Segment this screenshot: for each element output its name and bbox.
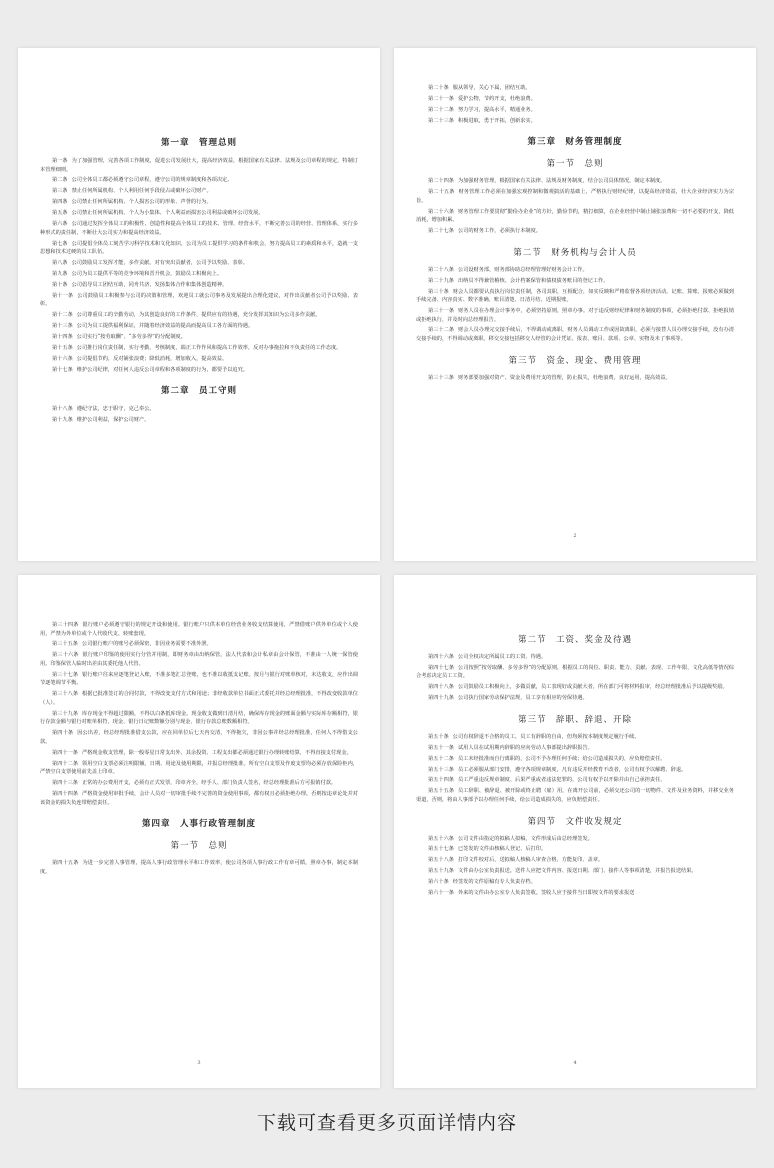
article-paragraph <box>40 157 358 174</box>
article-label: 第六条 <box>52 221 68 228</box>
article-paragraph <box>416 177 734 186</box>
article-paragraph <box>40 621 358 638</box>
page-number: 3 <box>197 1060 201 1066</box>
chapter-heading: 第二章 员工守则 <box>160 386 237 397</box>
article-paragraph <box>416 878 734 887</box>
article-paragraph <box>416 845 734 854</box>
article-label: 第十八条 <box>52 406 73 413</box>
section-heading: 第二节 工资、奖金及待遇 <box>517 635 632 645</box>
article-paragraph <box>40 209 358 218</box>
article-label: 第四十二条 <box>52 760 79 767</box>
article-text: 出纳员不得兼管稽核、会计档案保管和债权债务账目的登记工作。 <box>457 277 609 284</box>
article-text: 维护公司利益，保护公司财产。 <box>76 417 150 424</box>
document-page-1 <box>18 48 380 561</box>
article-paragraph <box>40 259 358 268</box>
article-text: 公司全体员工都必须遵守公司章程，遵守公司的规章制度和各项决定。 <box>71 177 233 184</box>
article-text: 财会人员办理完交接手续后，不得调动或离职，财务人员调动工作或因故离职，必须与接替人员办理交接手续，没有办清交接手续的，不得调动或离职。移交交接包括移交人经管的会计凭证、报表、账目、款项、公章、实物及未了事项等。 <box>416 327 734 343</box>
article-label: 第二十四条 <box>428 178 454 185</box>
article-paragraph <box>40 790 358 807</box>
article-label: 第二十五条 <box>428 189 455 196</box>
article-text: 正常的办公费用开支，必须有正式发票，印章齐全，经手人、部门负责人签名，经总经理批准后方可报销付款。 <box>81 780 337 787</box>
article-paragraph <box>416 117 734 126</box>
section-heading: 第一节 总则 <box>170 841 228 852</box>
article-text: 试用人员在试用期内辞职的应向劳动人事部提出辞职报告。 <box>457 744 593 751</box>
section-heading: 第一节 总则 <box>546 159 604 170</box>
article-text: 公司文件由指定的拟稿人拟稿，文件形成后由总经理签发。 <box>457 835 593 842</box>
article-paragraph <box>416 694 734 703</box>
article-label: 第五条 <box>52 210 68 217</box>
article-label: 第五十二条 <box>428 755 454 762</box>
section-heading: 第四节 文件收发规定 <box>527 816 623 827</box>
article-paragraph <box>416 787 734 804</box>
article-text: 公司鼓励员工积极参与公司的决策和管理，欢迎员工就公司事务及发展提出合理化建议，对作出贡献者公司予以奖励、表彰。 <box>40 292 358 308</box>
article-paragraph <box>40 311 358 320</box>
article-paragraph <box>416 208 734 225</box>
section-heading: 第三节 资金、现金、费用管理 <box>508 355 642 366</box>
article-label: 第四十七条 <box>428 664 455 671</box>
article-paragraph <box>40 405 358 414</box>
article-label: 第四十五条 <box>52 860 79 867</box>
article-paragraph <box>416 266 734 275</box>
article-paragraph <box>416 755 734 764</box>
article-paragraph <box>416 835 734 844</box>
article-paragraph <box>40 270 358 279</box>
article-paragraph <box>416 683 734 692</box>
article-paragraph <box>40 281 358 290</box>
article-paragraph <box>416 227 734 236</box>
article-label: 第五十九条 <box>428 868 454 875</box>
article-label: 第三十四条 <box>52 622 79 628</box>
article-paragraph <box>416 188 734 205</box>
article-text: 为加强财务管理，根据国家有关法律、法规及财务制度，结合公司具体情况，制定本制度。 <box>457 178 666 185</box>
article-text: 员工未经批准而自行离职的，公司不予办理任何手续；给公司造成损失的，应负赔偿责任。 <box>457 755 666 762</box>
document-page-4 <box>394 575 756 1088</box>
article-label: 第二十九条 <box>428 277 454 284</box>
article-text: 银行账户印鉴的使用实行分管并用制，即财务章由出纳保管，法人代表和会计私章由会计保管，不准由一人统一保管使用。印鉴保管人临时出差由其委托他人代管。 <box>40 652 358 667</box>
article-text: 公司为员工提供福利保证，并随着经济效益的提高而提高员工各方面的待遇。 <box>76 323 254 330</box>
article-label: 第三十六条 <box>52 652 79 659</box>
article-text: 财务人员在办理会计事务中，必须坚持原则，照章办事。对于违反财经纪律和财务制度的事项，必须拒绝付款、拒绝报销或拒绝执行，并及时向总经理报告。 <box>416 307 734 323</box>
article-label: 第三条 <box>52 188 68 195</box>
article-label: 第四十八条 <box>428 684 454 691</box>
article-label: 第二十二条 <box>428 106 454 113</box>
article-paragraph <box>40 322 358 331</box>
article-paragraph <box>40 220 358 237</box>
article-text: 公司按照“按劳取酬、多劳多得”的分配原则，根据员工的岗位、职责、能力、贡献、表现、工作年限、文化高低等情况综合考虑决定员工工资。 <box>416 664 734 680</box>
article-text: 公司禁止任何所属机构、个人损害公司的形象、声誉的行为。 <box>71 199 212 206</box>
article-text: 领用空白支票必须注明限额、日期、用途及使用期限，并报总经理批准。所有空白支票及作废支票均必须存放保险柜内，严禁空白支票使用前先盖上印章。 <box>40 760 358 776</box>
article-label: 第三十三条 <box>428 374 454 381</box>
article-paragraph <box>40 710 358 727</box>
article-label: 第五十一条 <box>428 744 454 751</box>
article-paragraph <box>40 671 358 688</box>
article-paragraph <box>416 744 734 753</box>
page-number: 2 <box>573 533 577 539</box>
article-paragraph <box>416 664 734 681</box>
chapter-heading: 第三章 财务管理制度 <box>527 137 623 148</box>
article-text: 公司推行岗位责任制，实行考勤、考核制度，端正工作作风和提高工作效率，反对办事拖拉和不负责任的工作态度。 <box>76 344 342 351</box>
article-text: 库存现金不得超过限额，不得以白条抵库现金。现金收支做到日清月结，确保库存现金的账面金额与实际库存额相符，银行存款金额与银行对账单相符，现金、银行日记账数额分别与现金、银行存款总账数额相符。 <box>40 710 358 726</box>
article-text: 公司实行“按劳取酬”、“多劳多得”的分配制度。 <box>76 333 186 340</box>
article-label: 第十一条 <box>52 292 74 299</box>
article-paragraph <box>40 355 358 364</box>
article-label: 第十二条 <box>52 312 73 319</box>
document-page-3 <box>18 575 380 1088</box>
article-label: 第四十四条 <box>52 791 79 798</box>
article-paragraph <box>416 307 734 324</box>
article-label: 第十三条 <box>52 323 73 330</box>
article-label: 第三十条 <box>428 288 449 295</box>
article-text: 员工严重违反规章制度、后果严重或者违法犯罪的，公司有权予以开除并由自己承担责任。 <box>457 777 666 784</box>
article-label: 第九条 <box>52 270 68 277</box>
article-paragraph <box>416 653 734 662</box>
article-label: 第六十条 <box>428 879 449 886</box>
article-label: 第二十八条 <box>428 266 454 273</box>
article-label: 第六十一条 <box>428 889 454 896</box>
article-label: 第五十条 <box>428 733 449 740</box>
article-label: 第三十九条 <box>52 710 79 717</box>
article-text: 公司通过发挥全体员工的积极性、创造性和提高全体员工的技术、管理、经营水平，不断完善公司的经营、管理体系，实行多种形式的责任制，不断壮大公司实力和提高经济效益。 <box>40 221 358 236</box>
article-paragraph <box>416 867 734 876</box>
article-text: 服从领导，关心下属，团结互助。 <box>452 85 531 91</box>
article-paragraph <box>40 640 358 649</box>
article-label: 第一条 <box>52 158 68 164</box>
download-prompt: 下载可查看更多页面详情内容 <box>256 1112 517 1134</box>
article-text: 经签发的文件原稿有专人负责存档。 <box>452 879 536 886</box>
article-paragraph <box>416 84 734 93</box>
article-paragraph <box>416 95 734 104</box>
article-label: 第十七条 <box>52 366 73 373</box>
article-paragraph <box>40 176 358 185</box>
article-paragraph <box>40 779 358 788</box>
article-paragraph <box>40 187 358 196</box>
article-label: 第二十七条 <box>428 228 454 235</box>
article-label: 第二十一条 <box>428 95 454 102</box>
document-page-2 <box>394 48 756 561</box>
article-label: 第三十五条 <box>52 641 78 648</box>
article-paragraph <box>40 760 358 777</box>
article-text: 公司银行账户的账号必须保密，非因业务需要不准外泄。 <box>81 641 212 648</box>
article-label: 第三十二条 <box>428 327 455 334</box>
article-text: 根据已批准签订的合同付款，不得改变支付方式和用途；非经收款单位书面正式委托并经总经理批准，不得改变收款单位（人）。 <box>40 691 358 706</box>
article-label: 第七条 <box>52 240 68 247</box>
article-label: 第五十八条 <box>428 857 454 864</box>
article-label: 第五十七条 <box>428 846 454 853</box>
article-paragraph <box>40 333 358 342</box>
article-text: 公司有权辞退不合格的员工，员工有辞职的自由，但均须按本制度规定履行手续。 <box>452 733 640 740</box>
article-text: 公司提倡全体员工刻苦学习科学技术和文化知识，公司为员工提供学习的条件和机会，努力提高员工的素质和水平，造就一支思想和技术过硬的员工队伍。 <box>40 240 358 256</box>
article-label: 第四十六条 <box>428 654 454 660</box>
section-heading: 第三节 辞职、辞退、开除 <box>517 714 632 725</box>
article-label: 第五十三条 <box>428 766 454 773</box>
article-label: 第二十三条 <box>428 117 454 124</box>
article-text: 维护公司纪律，对任何人违反公司章程和各项制度的行为，都要予以追究。 <box>76 366 248 373</box>
article-text: 财会人员都要认真执行岗位责任制，各司其职，互相配合，如实反映和严格监督各项经济活动。记账、算账、报账必须做到手续完备、内容真实、数字准确、账目清楚、日清月结、近期报账。 <box>416 288 734 304</box>
article-label: 第十四条 <box>52 333 73 340</box>
article-paragraph <box>40 292 358 309</box>
article-paragraph <box>40 198 358 207</box>
article-text: 严格资金使用审批手续，会计人员对一切审批手续不完善的资金使用事项，都有权且必须拒绝办理。否则按违章论处并对该资金的损失负连带赔偿责任。 <box>40 791 358 806</box>
article-label: 第十五条 <box>52 344 73 351</box>
article-text: 财务部要加强对资产、资金及费用开支的管理，防止损失，杜绝浪费，良好运用，提高效益。 <box>457 374 671 381</box>
article-text: 公司为员工提供平等的竞争环境和晋升机会，鼓励员工积极向上。 <box>71 270 223 277</box>
article-paragraph <box>40 416 358 425</box>
article-text: 员工必须服从部门安排，遵守各项规章制度，凡有违反并经教育不改者，公司有权予以解聘、辞退。 <box>457 766 687 773</box>
article-paragraph <box>416 889 734 898</box>
article-text: 爱护公物，节约开支，杜绝浪费。 <box>457 95 536 102</box>
section-heading: 第二节 财务机构与会计人员 <box>513 247 637 258</box>
article-label: 第二条 <box>52 177 68 184</box>
article-text: 银行账户必须遵守银行的规定开设和使用。银行账户只供本单位经营业务收支结算使用，严禁借账户供外单位或个人使用，严禁为外单位或个人代收代支、转账套现。 <box>40 622 358 637</box>
article-text: 公司鼓励员工积极向上，多做贡献，员工表现好或贡献大者，所在部门可将材料报审，经总经理批准后予以提级奖励。 <box>457 684 728 691</box>
article-text: 为进一步完善人事管理，提高人事行政管理水平和工作效率，使公司各项人事行政工作有章可循，照章办事，制定本制度。 <box>40 860 358 875</box>
article-label: 第十六条 <box>52 355 73 362</box>
article-label: 第四十条 <box>52 730 74 737</box>
article-label: 第三十一条 <box>428 307 455 314</box>
article-text: 禁止任何所属机构、个人利用任何手段侵占或破坏公司财产。 <box>71 188 212 195</box>
article-label: 第二十六条 <box>428 208 455 215</box>
chapter-heading: 第一章 管理总则 <box>160 138 237 148</box>
article-paragraph <box>416 277 734 286</box>
article-paragraph <box>40 729 358 746</box>
article-label: 第五十六条 <box>428 835 454 842</box>
article-paragraph <box>40 240 358 257</box>
article-text: 努力学习，提高水平，精通业务。 <box>457 106 536 113</box>
article-text: 银行账户往来应逐笔登记入账，不准多笔汇总登账，也不准以收抵支记账。按月与银行对账单核对，未达收支，应作出调节逐笔调节平衡。 <box>40 671 358 687</box>
article-label: 第四十九条 <box>428 695 454 702</box>
article-text: 为了加强管理，完善各项工作制度，促进公司发展壮大，提高经济效益，根据国家有关法律、法规及公司章程的规定，特制订本管理细则。 <box>40 158 358 173</box>
article-text: 公司设财务部，财务部协助总经理管理好财务会计工作。 <box>457 266 588 273</box>
article-text: 打印文件校对后，送拟稿人核稿人审查合格，方能复印、盖章。 <box>457 857 604 864</box>
article-text: 文件由办公室负责报送。送件人应把文件内容、报送日期、部门、接件人等事项清楚，并报告报送结果。 <box>457 868 697 875</box>
article-paragraph <box>416 776 734 785</box>
article-text: 公司尊重员工的辛勤劳动，为其创造良好的工作条件，提供应有的待遇，充分发挥其知识为公司多作贡献。 <box>76 312 321 319</box>
article-paragraph <box>40 749 358 758</box>
article-label: 第三十八条 <box>52 691 79 698</box>
article-text: 财务管理工作要贯彻“勤俭办企业”的方针，勤俭节约，精打细算，在企业经营中制止铺张浪费和一切不必要的开支，降低消耗，增加积累。 <box>416 208 734 224</box>
article-label: 第四十三条 <box>52 780 78 787</box>
article-paragraph <box>40 690 358 707</box>
article-text: 公司全权决定所属员工的工资、待遇。 <box>457 654 547 660</box>
article-label: 第十条 <box>52 281 68 288</box>
article-text: 因公出差，经总经理批准借支公款，应在回单位后七天内交清，不得拖欠，非因公事并经总经理批准，任何人不得借支公款。 <box>40 730 358 745</box>
article-label: 第五十四条 <box>428 777 454 784</box>
article-label: 第二十条 <box>428 85 449 91</box>
article-paragraph <box>416 326 734 343</box>
article-paragraph <box>40 366 358 375</box>
article-label: 第十九条 <box>52 417 73 424</box>
article-text: 公司鼓励员工发挥才能，多作贡献。对有突出贡献者，公司予以奖励、表彰。 <box>71 260 248 267</box>
article-paragraph <box>416 374 734 383</box>
article-paragraph <box>416 106 734 115</box>
article-paragraph <box>40 651 358 668</box>
article-text: 公司禁止任何所属机构、个人为小集体、个人利益而损害公司利益或破坏公司发展。 <box>71 210 264 217</box>
article-text: 积极进取，勇于开拓，创新求实。 <box>457 117 536 124</box>
article-text: 公司的财务工作，必须执行本制度。 <box>457 228 541 235</box>
article-paragraph <box>416 288 734 305</box>
article-text: 公司倡导员工团结互助，同舟共济，发扬集体合作和集体创造精神。 <box>71 281 228 288</box>
article-text: 遵纪守法，忠于职守，克己奉公。 <box>76 406 155 413</box>
article-paragraph <box>416 766 734 775</box>
article-text: 外来的文件由办公室专人负责签收。签收人应于接件当日即按文件的要求报送 <box>457 889 635 896</box>
article-paragraph <box>416 856 734 865</box>
chapter-heading: 第四章 人事行政管理制度 <box>141 819 256 830</box>
article-text: 公司提倡节约，反对铺张浪费；降低消耗，增加收入，提高效益。 <box>76 355 228 362</box>
article-text: 财务管理工作必须在加强宏观控制和微观搞活的基础上，严格执行财经纪律，以提高经济效益，壮大企业经济实力为宗旨。 <box>416 189 734 204</box>
article-paragraph <box>40 344 358 353</box>
article-text: 员工辞职、被辞退、被开除或终止聘（雇）用，在离开公司前，必须交还公司的一切物件、文件及业务资料，并移交业务渠道，否则，将由人事部予以办理任何手续，给公司造成损失的，应负赔偿责任。 <box>416 788 734 803</box>
page-number: 4 <box>573 1060 577 1066</box>
article-paragraph <box>40 859 358 876</box>
article-text: 严格现金收支管理，除一般零星日常支出外，其余投资、工程支出都必须通过银行办理转账结算，不得直接支付现金。 <box>81 749 352 756</box>
article-text: 已签发的文件由核稿人登记、后打印。 <box>457 846 547 853</box>
article-label: 第四十一条 <box>52 749 78 756</box>
article-label: 第三十七条 <box>52 671 79 678</box>
article-label: 第五十五条 <box>428 788 455 795</box>
article-label: 第八条 <box>52 260 68 267</box>
article-text: 公司执行国家劳动保护法规，员工享有相应的劳保待遇。 <box>457 695 588 702</box>
article-label: 第四条 <box>52 199 68 206</box>
article-paragraph <box>416 733 734 742</box>
